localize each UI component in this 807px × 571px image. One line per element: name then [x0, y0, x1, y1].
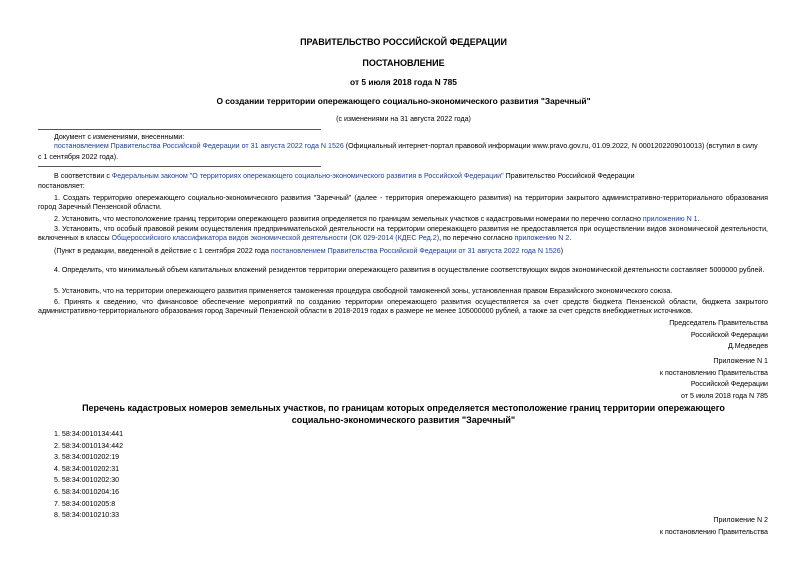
resolves-label: постановляет: [38, 182, 85, 190]
document-title: О создании территории опережающего социально-экономического развития "Заречный" [216, 96, 591, 106]
signature-title: Председатель Правительства [669, 319, 768, 327]
paragraph-5: 5. Установить, что на территории опережающего развития применяется таможенная процедура свободной таможенной зоны, установленная правом Евразийского экономического союза. [54, 287, 673, 295]
note-end: ) [560, 247, 564, 255]
appendix-1-ref: к постановлению Правительства [659, 368, 768, 377]
document-type: ПОСТАНОВЛЕНИЕ [362, 58, 445, 68]
changes-text [38, 142, 768, 151]
paragraph-3-end: . [569, 234, 572, 243]
divider-top [38, 129, 321, 130]
changes-link[interactable]: постановлением Правительства Российской Федерации от 31 августа 2022 года N 1526 [54, 142, 344, 150]
list-item: 5. 58:34:0010202:30 [54, 476, 120, 485]
note-text: (Пункт в редакции, введенной в действие с 1 сентября 2022 года [54, 247, 271, 255]
paragraph-3 [38, 225, 768, 244]
paragraph-2 [38, 215, 768, 224]
list-item: 3. 58:34:0010202:19 [54, 453, 120, 462]
paragraph-2-text: 2. Установить, что местоположение границ территории опережающего развития определяется по границам земельных участков с кадастровыми номерами по перечню согласно [54, 215, 643, 223]
appendix-1-date: от 5 июля 2018 года N 785 [681, 391, 768, 400]
divider-bottom [38, 166, 321, 167]
appendix-2-ref: к постановлению Правительства [659, 527, 768, 536]
appendix-1-heading: Перечень кадастровых номеров земельных участков, по границам которых определяется местоположение границ территории опережающего социально-экономического развития "Заречный" [82, 403, 725, 425]
signature-block [669, 318, 768, 353]
list-item: 6. 58:34:0010204:16 [54, 487, 120, 496]
government-heading: ПРАВИТЕЛЬСТВО РОССИЙСКОЙ ФЕДЕРАЦИИ [300, 37, 507, 47]
paragraph-4: 4. Определить, что минимальный объем капитальных вложений резидентов территории опережающего развития в осуществление соответствующих видов экономической деятельности составляет 5000000 рублей. [54, 266, 765, 274]
appendix-1-number: Приложение N 1 [713, 357, 768, 365]
paragraph-2-end: . [697, 215, 700, 223]
document-date-number: от 5 июля 2018 года N 785 [350, 77, 457, 87]
preamble-start: В соответствии с [54, 172, 112, 180]
appendix-2-header [660, 515, 768, 538]
list-item: 4. 58:34:0010202:31 [54, 464, 120, 473]
appendix-2-link[interactable]: приложению N 2 [514, 234, 570, 243]
federal-law-link[interactable]: Федеральным законом "О территориях опережающего социально-экономического развития в Российской Федерации" [111, 172, 504, 180]
appendix-1-org: Российской Федерации [690, 380, 768, 388]
list-item: 7. 58:34:0010205:8 [54, 499, 116, 508]
changes-intro: Документ с изменениями, внесенными: [54, 133, 185, 141]
appendix-1-link[interactable]: приложению N 1 [642, 215, 698, 223]
paragraph-3-note [54, 247, 563, 256]
amendment-note: (с изменениями на 31 августа 2022 года) [336, 115, 471, 123]
changes-rest-line2: с 1 сентября 2022 года). [38, 153, 119, 161]
cadastral-list [54, 429, 123, 522]
changes-rest: (Официальный интернет-портал правовой информации www.pravo.gov.ru, 01.09.2022, N 0001202209010013) (вступил в силу [343, 142, 758, 150]
list-item: 8. 58:34:0010210:33 [54, 511, 120, 520]
signature-name: Д.Медведев [727, 342, 768, 350]
preamble [54, 172, 635, 181]
list-item: 2. 58:34:0010134:442 [54, 441, 124, 450]
list-item: 1. 58:34:0010134:441 [54, 430, 124, 438]
preamble-end: Правительство Российской Федерации [503, 172, 635, 180]
okved-link[interactable]: Общероссийского классификатора видов экономической деятельности (ОК 029-2014 (КДЕС Ред.2) [111, 234, 440, 243]
paragraph-1: 1. Создать территорию опережающего социально-экономического развития "Заречный" (далее - территория опережающего развития) на территории закрытого административно-территориального образования город Заречный Пензенской области. [38, 194, 768, 212]
paragraph-3-text: 3. Установить, что особый правовой режим осуществления предпринимательской деятельности на территории опережающего развития не предоставляется при осуществлении видов экономической деятельности, включенных в классы [38, 225, 768, 243]
paragraph-3-mid: , по перечню согласно [439, 234, 515, 243]
paragraph-6: 6. Принять к сведению, что финансовое обеспечение мероприятий по созданию территории опережающего развития осуществляется за счет средств бюджета Пензенской области, бюджета закрытого административно-территориального образования город Заречный Пензенской области в 2018-2019 годах в размере не менее 105000000 рублей, а также за счет средств внебюджетных источников. [38, 298, 768, 316]
note-link[interactable]: постановлением Правительства Российской Федерации от 31 августа 2022 года N 1526 [270, 247, 561, 255]
appendix-2-number: Приложение N 2 [713, 516, 768, 524]
signature-org: Российской Федерации [690, 330, 768, 339]
appendix-1-header [660, 356, 768, 402]
